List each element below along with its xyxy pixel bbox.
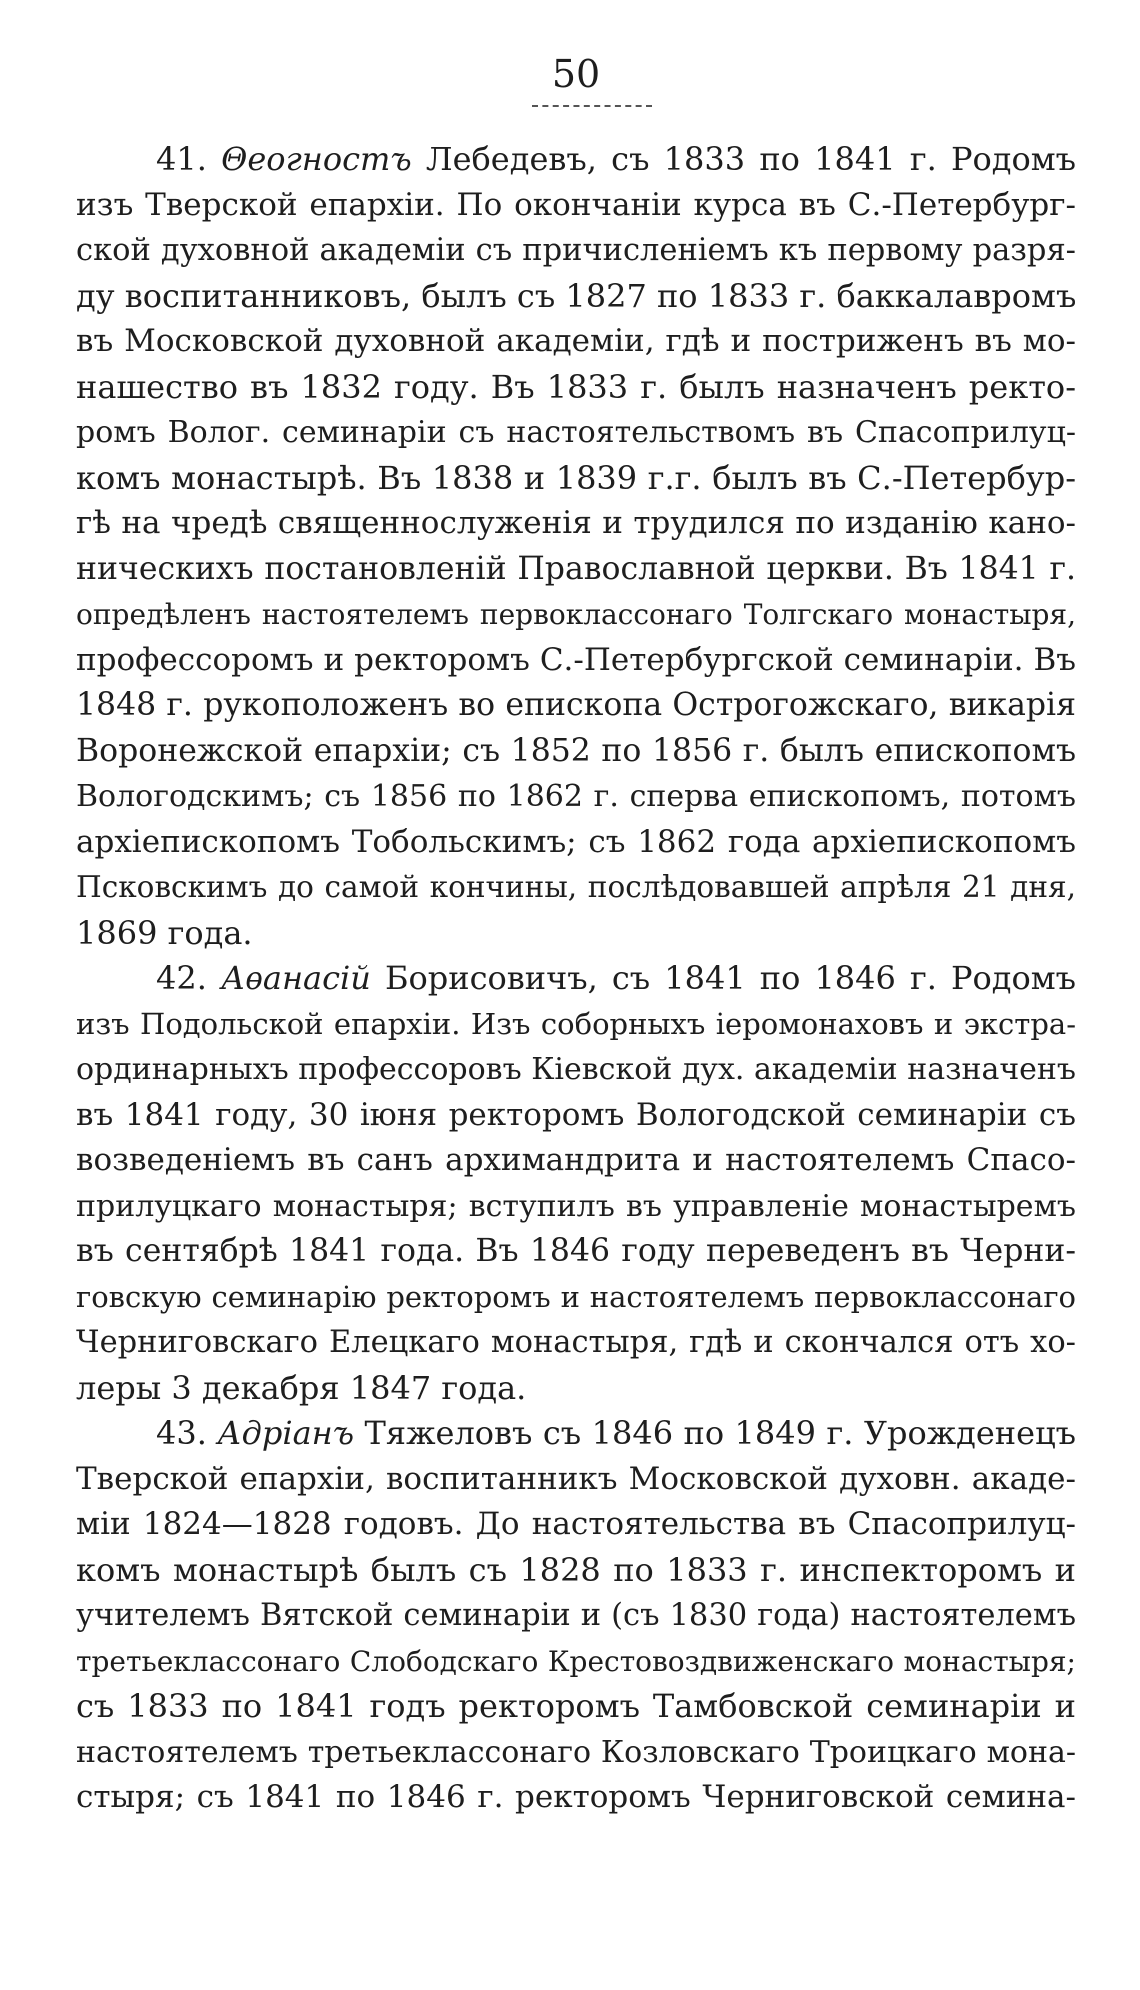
entry-name: Аѳанасій xyxy=(220,959,371,997)
entry-41 xyxy=(76,137,1076,956)
entry-text-line: учителемъ Вятской семинаріи и (съ 1830 года) настоятелемъ xyxy=(76,1598,1076,1633)
entry-text-line: изъ Подольской епархіи. Изъ соборныхъ іеромонаховъ и экстра- xyxy=(76,1006,1076,1041)
entry-heading-line xyxy=(76,137,1076,183)
entry-number: 42. xyxy=(156,959,207,997)
entry-text-line: съ 1833 по 1841 годъ ректоромъ Тамбовской семинаріи и xyxy=(76,1687,1076,1725)
entry-number: 41. xyxy=(156,140,207,178)
entry-name: Θеогностъ xyxy=(221,140,412,178)
entry-text-line: настоятелемъ третьеклассонаго Козловскаго Троицкаго мона- xyxy=(76,1734,1076,1770)
entry-text-line: говскую семинарію ректоромъ и настоятелемъ первоклассонаго xyxy=(76,1279,1076,1314)
page-number: 50 xyxy=(551,52,601,96)
entry-number: 43. xyxy=(156,1414,207,1452)
entry-42 xyxy=(76,956,1076,1411)
entry-text-line: Тверской епархіи, воспитанникъ Московской духовн. акаде- xyxy=(76,1460,1076,1497)
entry-heading-line xyxy=(76,956,1076,1002)
entry-text-line: въ Московской духовной академіи, гдѣ и постриженъ въ мо- xyxy=(76,323,1076,359)
entry-text-line: ординарныхъ профессоровъ Кіевской дух. академіи назначенъ xyxy=(76,1052,1076,1087)
entry-text-line: Черниговскаго Елецкаго монастыря, гдѣ и скончался отъ хо- xyxy=(76,1325,1076,1360)
entry-text-line: гѣ на чредѣ священнослуженія и трудился по изданію кано- xyxy=(76,505,1076,541)
entry-heading-line xyxy=(76,1411,1076,1457)
entry-text-line: стыря; съ 1841 по 1846 г. ректоромъ Черниговской семина- xyxy=(76,1779,1076,1815)
entry-text-line: нашество въ 1832 году. Въ 1833 г. былъ назначенъ ректо- xyxy=(76,367,1076,406)
entry-text-line: Вологодскимъ; съ 1856 по 1862 г. сперва епископомъ, потомъ xyxy=(76,779,1076,814)
entry-text-line: въ 1841 году, 30 іюня ректоромъ Вологодской семинаріи съ xyxy=(76,1096,1076,1133)
entry-text-line: опредѣленъ настоятелемъ первоклассонаго Толгскаго монастыря, xyxy=(76,598,1076,631)
entry-text-line: міи 1824—1828 годовъ. До настоятельства въ Спасоприлуц- xyxy=(76,1506,1076,1542)
entry-text-line: леры 3 декабря 1847 года. xyxy=(76,1368,527,1407)
entry-text-line: возведеніемъ въ санъ архимандрита и настоятелемъ Спасо- xyxy=(76,1142,1076,1178)
entry-text-line: Тяжеловъ съ 1846 по 1849 г. Урожденецъ xyxy=(354,1414,1077,1452)
entry-text-line: архіепископомъ Тобольскимъ; съ 1862 года архіепископомъ xyxy=(76,823,1076,860)
entry-43 xyxy=(76,1411,1076,1821)
entry-text-line: Воронежской епархіи; съ 1852 по 1856 г. былъ епископомъ xyxy=(76,732,1076,769)
entry-text-line: Псковскимъ до самой кончины, послѣдовавшей апрѣля 21 дня, xyxy=(76,870,1076,904)
entry-text-line: Борисовичъ, съ 1841 по 1846 г. Родомъ xyxy=(370,959,1077,997)
entry-text-line: ду воспитанниковъ, былъ съ 1827 по 1833 г. баккалавромъ xyxy=(76,276,1077,315)
entry-text-line: прилуцкаго монастыря; вступилъ въ управленіе монастыремъ xyxy=(76,1188,1076,1224)
page-number-rule xyxy=(532,105,652,107)
entry-text-line: комъ монастырѣ. Въ 1838 и 1839 г.г. былъ въ С.-Петербур- xyxy=(76,458,1076,497)
entry-text-line: третьеклассонаго Слободскаго Крестовоздвиженскаго монастыря; xyxy=(76,1644,1076,1678)
entry-text-line: ническихъ постановленій Православной церкви. Въ 1841 г. xyxy=(76,550,1076,587)
entry-text-line: комъ монастырѣ былъ съ 1828 по 1833 г. инспекторомъ и xyxy=(76,1550,1076,1589)
entry-text-line: ромъ Волог. семинаріи съ настоятельствомъ въ Спасоприлуц- xyxy=(76,415,1076,450)
entry-name: Адріанъ xyxy=(217,1414,355,1452)
entry-text-line: Лебедевъ, съ 1833 по 1841 г. Родомъ xyxy=(411,140,1077,178)
entry-text-line: изъ Тверской епархіи. По окончаніи курса въ С.-Петербург- xyxy=(76,186,1076,223)
entry-text-line: въ сентябрѣ 1841 года. Въ 1846 году переведенъ въ Черни- xyxy=(76,1233,1076,1269)
entry-text-line: 1848 г. рукоположенъ во епископа Острогожскаго, викарія xyxy=(76,687,1076,723)
entry-text-line: профессоромъ и ректоромъ С.-Петербургской семинаріи. Въ xyxy=(76,641,1076,678)
entry-text-line: ской духовной академіи съ причисленіемъ къ первому разря- xyxy=(76,233,1076,268)
entry-text-line: 1869 года. xyxy=(76,913,253,952)
